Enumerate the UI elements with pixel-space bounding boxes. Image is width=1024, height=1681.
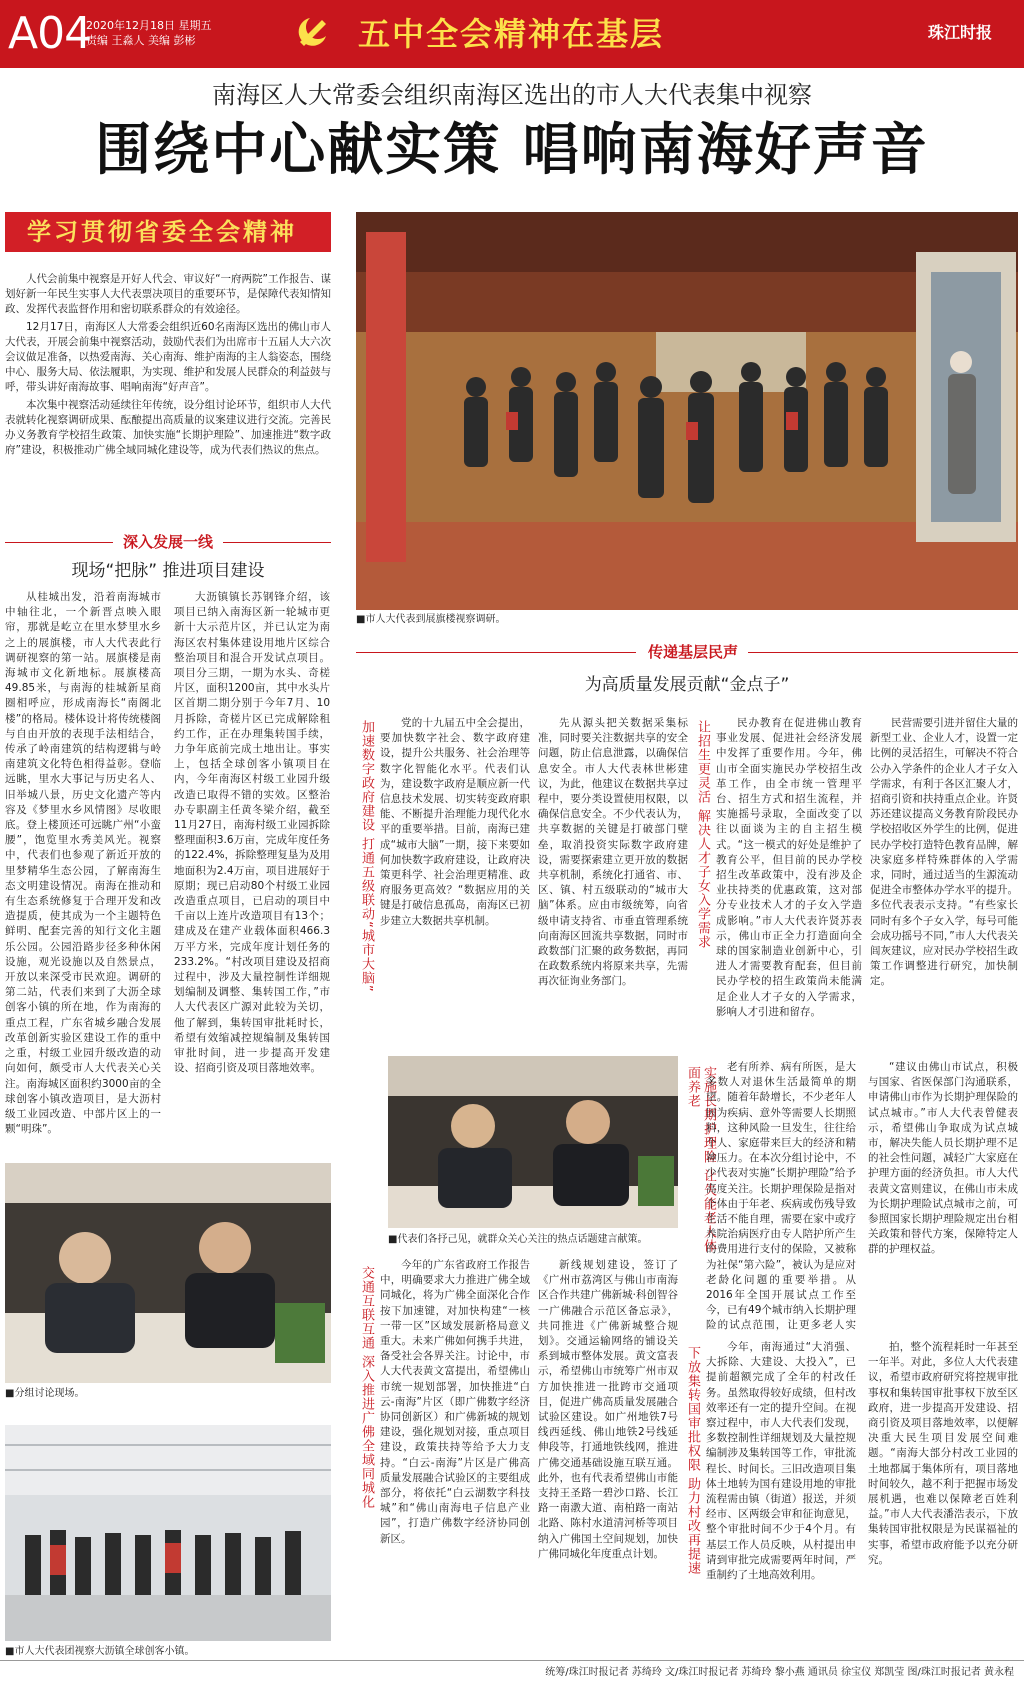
page-number: A04 xyxy=(8,8,92,59)
section-label-voices xyxy=(356,642,1018,662)
vertical-title-enrolment: 让招生更灵活 解决人才子女入学需求 xyxy=(695,720,710,950)
photo-group-discussion xyxy=(5,1163,331,1383)
block-digital-gov-a xyxy=(380,716,530,1050)
photo-maker-town-visit xyxy=(5,1425,331,1641)
block-enrolment-b xyxy=(870,716,1018,1050)
intro-paragraph: 12月17日，南海区人大常委会组织近60名南海区选出的佛山市人大代表，开展会前集中视察活动，鼓励代表们为出席市十五届人大六次会议做足准备，以热爱南海、关心南海、维护南海的主人翁姿态，围绕中心、服务大局、依法履职，为实现、维护和发展人民群众的利益鼓与呼，带头讲好南海故事、唱响南海“好声音”。 xyxy=(5,320,331,394)
photo-delegates-speaking xyxy=(388,1056,678,1228)
section1-column-a xyxy=(5,590,161,1150)
headline: 围绕中心献实策 唱响南海好声音 xyxy=(95,118,929,183)
block-text: 民营需要引进并留住大量的新型工业、企业人才，设置一定比例的灵活招生，可解决不符合公办入学条件的企业人才子女入学需求，有利于各区汇聚人才，招商引资和扶持重点企业。许贤苏还建议提高义务教育阶段民办学校招收区外学生的比例，促进民办学校打造特色教育品牌，解决家庭多样特殊群体的入学需求，同时，通过适当的生源流动促进全市整体办学水平的提升。多位代表表示支持。“有些家长同时有多个子女入学，每号可能会成功摇号不同，”市人大代表关闾灰建议，应对民办学校招生政策工作调整进行研究，加快制定。 xyxy=(870,717,1018,988)
caption-left-mid-photo: ■分组讨论现场。 xyxy=(5,1388,85,1399)
subheadline: 南海区人大常委会组织南海区选出的市人大代表集中视察 xyxy=(212,81,812,109)
block-text: 民办教育在促进佛山教育事业发展、促进社会经济发展中发挥了重要作用。今年，佛山市全面实施民办学校招生改革工作，由全市统一管理平台、招生方式和招生流程，并实施摇号录取，全面改变了以往以面谈为主的自主招生模式。“这一模式的好处是维护了教育公平，但目前的民办学校招生改革政策中，没有涉及企业扶持类的优惠政策，这对部分专业技术人才的子女入学造成影响。”市人大代表许贤苏表示，佛山市正全力打造面向全球的国家制造业创新中心，引进人才需要教育配套，但目前民办学校的招生政策尚未能满足企业人才子女的入学需求，影响人才引进和留存。 xyxy=(716,717,862,1018)
section1-text-b: 大沥镇镇长苏钢锋介绍，该项目已纳入南海区新一轮城市更新十大示范片区，并已认定为南海区农村集体建设用地片区综合整治项目和混合开发试点项目。项目分三期，一期为水头、奇槎片区，面积1200亩，其中水头片区首期二期分别于今年7月、10月拆除，奇槎片区已完成解除租约工作，正在办理集转国手续，力争年底前完成土地出让。事实上，包括全球创客小镇项目在内，今年南海区村级工业园升级改造已取得不错的实效。区整治办专职副主任黄冬梁介绍，截至11月27日，南海村级工业园拆除整理面积3.6万亩，完成年度任务的122.4%，拆除整理复垦为及用地面积为2.4万亩，项目进展好于原期；现已启动80个村级工业园改造重点项目，已启动的项目中千亩以上连片改造项目有13个；建成及在建产业载体面积466.3万平方米，完成年度计划任务的233.2%。“村改项目建设及招商过程中，涉及大量控制性详细规划编制及调整、集转国工作，”市人大代表区广源对此较为关切，他了解到，集转国审批耗时长，希望有效缩减控规编制及集转国审批时间，进一步提高开发建设、招商引资及项目落地效率。 xyxy=(174,591,330,1075)
intro-text xyxy=(5,272,331,460)
caption-left-bottom-photo: ■市人大代表团视察大沥镇全球创客小镇。 xyxy=(5,1646,195,1657)
block-text: “建议由佛山市试点，积极与国家、省医保部门沟通联系，申请佛山市作为长期护理保险的试点城市。”市人大代表曾健表示，希望佛山争取成为试点城市，解决失能人员长期护理不足的社会性问题，减轻广大家庭在护理方面的经济负担。市人大代表黄文富则建议，在佛山市未成为长期护理险试点城市之前，可参照国家长期护理险规定出台相关政策和替代方案，保障特定人群的护理权益。 xyxy=(868,1061,1018,1256)
newspaper-logo: 珠江时报 xyxy=(928,23,993,42)
block-text: 党的十九届五中全会提出，要加快数字社会、数字政府建设，提升公共服务、社会治理等数字化智能化水平。代表们认为，建设数字政府是顺应新一代信息技术发展、切实转变政府职能、不断提升治理能力现代化水平的重要举措。目前，南海已建成“城市大脑”一期，接下来要如何加快数字政府建设，让政府决策更科学、社会治理更精准、政府服务更高效？“数据应用的关键是打破信息孤岛，南海区已初步建立大数据共享机制。 xyxy=(380,717,530,927)
block-text: 今年，南海通过“大消强、大拆除、大建设、大投入”，已提前超额完成了全年的村改任务。虽然取得较好成绩，但村改效率还有一定的提升空间。在视察过程中，市人大代表们发现，多数控制性详细规划及大量控规编制涉及集转国等工作，审批流程长、时间长。三旧改造项目集体土地转为国有建设用地的审批流程需由镇（街道）报送，并须经市、区两级会审和征询意见，整个审批时间不少于4个月。有基层工作人员反映，从村提出申请到审批完成需要两年时间，严重制约了土地高效利用。 xyxy=(706,1341,856,1582)
block-care-b xyxy=(868,1060,1018,1332)
block-enrolment-a xyxy=(716,716,862,1050)
block-text: 今年的广东省政府工作报告中，明确要求大力推进广佛全域同城化，将为广佛全面深化合作按下加速键，对加快构建“一核一带一区”区域发展新格局意义重大。未来广佛如何携手共进，备受社会各界关注。讨论中，市人大代表黄文富提出，希望佛山市统一规划部署，加快推进“白云-南海”片区（即广佛数字经济协同创新区）和广佛新城的规划建设，强化规划对接，重点项目建设，政策扶持等给予大力支持。“白云-南海”片区是广佛高质量发展融合试验区的主要组成部分，将依托“白云湖数字科技城”和“佛山南海电子信息产业园”，打造广佛数字经济协同创新区。 xyxy=(380,1259,530,1545)
intro-paragraph: 本次集中视察活动延续往年传统，设分组讨论环节，组织市人大代表就转化视察调研成果、酝酿提出高质量的议案建议进行交流。完善民办义务教育学校招生政策、加快实施“长期护理险”、加速推进“数字政府”建设，积极推动广佛全域同城化建设等，成为代表们热议的焦点。 xyxy=(5,398,331,457)
topic-banner-text: 学习贯彻省委全会精神 xyxy=(27,218,297,246)
block-transport-a xyxy=(380,1258,530,1656)
block-text: 拍，整个流程耗时一年甚至一年半。对此，多位人大代表建议，希望市政府研究将控规审批事权和集转国审批事权下放至区政府，进一步提高开发建设、招商引资及项目落地效率，以便解决重大民生项目发展空间难题。“南海大部分村改工业园的土地都属于集体所有，项目落地时间较久，越不利于把握市场发展机遇，也难以保障老百姓利益。”市人大代表潘浩表示，下放集转国审批权限是为民谋福祉的实事，希望市政府能予以充分研究。 xyxy=(868,1341,1018,1566)
block-text: 老有所养、病有所医，是大多数人对退休生活最简单的期望。随着年龄增长，不少老年人因为疾病、意外等需要人长期照料，这种风险一旦发生，往往给个人、家庭带来巨大的经济和精神压力。在本次分组讨论中，不少代表对实施“长期护理险”给予高度关注。长期护理保险是指对个体由于年老、疾病或伤残导致生活不能自理，需要在家中或疗养院治病医疗由专人陪护所产生的费用进行支付的保险，又被称为社保“第六险”，被认为是应对老龄化问题的重要举措。从2016年全国开展试点工作至今，已有49个城市纳入长期护理险的试点范围，让更多老人实 xyxy=(706,1061,856,1332)
caption-top-photo: ■市人大代表到展旗楼视察调研。 xyxy=(356,614,506,625)
block-digital-gov-b xyxy=(538,716,688,1050)
date-text: 2020年12月18日 星期五 xyxy=(86,19,212,32)
caption-mid-photo: ■代表们各抒己见，就群众关心关注的热点话题建言献策。 xyxy=(388,1234,648,1245)
party-emblem-icon xyxy=(292,12,332,52)
section-label-text: 深入发展一线 xyxy=(123,533,214,551)
section1-column-b xyxy=(174,590,330,1150)
block-text: 新线规划建设，签订了《广州市荔湾区与佛山市南海区合作共建广佛新城·科创智谷一广佛融合示范区备忘录》，共同推进《广佛新城整合规划》。交通运输网络的铺设关系到城市整体发展。黄文富表示，希望佛山市统筹广州市双方加快推进一批跨市交通项目，促进广佛高质量发展融合试验区建设。如广州地铁7号线西延线、佛山地铁2号线延伸段等，打通地铁线网，推进广佛交通基础设施互联互通。此外，也有代表希望佛山市能支持王圣路一碧沙口路、长江路一南漖大道、南柏路一南站北路、陈村水道清河桥等项目纳入广佛国土空间规划，加快广佛同城化年度重点计划。 xyxy=(538,1259,678,1560)
intro-paragraph: 人代会前集中视察是开好人代会、审议好“一府两院”工作报告、谋划好新一年民生实事人大代表票决项目的重要环节，是保障代表知情知政、发挥代表监督作用和密切联系群众的有效途径。 xyxy=(5,273,331,316)
byline: 统筹/珠江时报记者 苏绮玲 文/珠江时报记者 苏绮玲 黎小燕 通讯员 徐宝仪 郑凯莹 图/珠江时报记者 黄永程 xyxy=(545,1667,1014,1678)
photo-gallery-visit xyxy=(356,212,1018,610)
vertical-title-care-insurance: 实施长期护理险 让失能老人体面养老 xyxy=(685,1066,716,1254)
vertical-title-transport: 交通互联互通 深入推进广佛全域同城化 xyxy=(359,1266,374,1510)
issue-date xyxy=(86,18,212,48)
vertical-title-digital-gov: 加速数字政府建设 打通五级联动“城市大脑” xyxy=(359,720,374,993)
section1-text-a: 从桂城出发，沿着南海城市中轴往北，一个新晋点映入眼帘，那就是屹立在里水梦里水乡之上的展旗楼，市人大代表此行调研视察的第一站。展旗楼是南海城市文化新地标。展旗楼高49.85米，与南海的桂城新星商圈相呼应，形成南海长“南阁北楼”的格局。楼体设计将传统楼阁与自由开放的表现手法相结合，传承了岭南建筑的结构逻辑与岭南建筑文化特色相得益彰。登临远眺，里水大事记与历史名人、旧举城八景，历史文化遗产等内容及《梦里水乡风情图》尽收眼底。登上楼顶还可远眺广州“小蛮腰”，饱览里水秀美风光。视察中，代表们也参观了新近开放的里梦精华生态公园，了解南海生态文明建设情况。南海在推动和有生态系统修复于合理开发和改造提质，使其成为一个主题特色鲜明、配套完善的知行文化主题乐公园。公园沿路步径多种休闲设施，观光设施以及自然景点，开放以来深受市民欢迎。调研的第二站，代表们来到了大沥全球创客小镇的所在地，作为南海的重点工程，广东省城乡融合发展改革创新实验区建设工作的重中之重，村级工业园升级改造的动向如何，颇受市人大代表关心关注。南海城区面积约3000亩的全球创客小镇改造项目，是大沥村级工业园改造、中部片区上的一颗“明珠”。 xyxy=(5,591,161,1136)
editors-text: 责编 王淼人 美编 彭彬 xyxy=(86,34,196,47)
vertical-title-approval: 下放集转国审批权限 助力村改再提速 xyxy=(685,1346,700,1576)
section-label-frontline xyxy=(5,532,331,552)
block-transport-b xyxy=(538,1258,678,1656)
section-label-text: 传递基层民声 xyxy=(648,643,739,661)
block-approval-b xyxy=(868,1340,1018,1656)
block-care-a xyxy=(706,1060,856,1332)
block-text: 先从源头把关数据采集标准，同时要关注数据共享的安全问题，防止信息泄露，以确保信息安全。市人大代表林世彬建议，为此，他建议在数据共享过程中，要分类设置使用权限，以确保信息安全。不少代表认为，共享数据的关键是打破部门壁垒，取消投资实际数字政府建设，需要探索建立更开放的数据共享机制，系统化打通省、市、区、镇、村五级联动的“城市大脑”体系。应由市级统筹，向省级申请支持省、市垂直管理系统向南海区回流共享数据，同时市政数部门汇聚的政务数据，再同在政数系统内将原来共享，先需再次征询业务部门。 xyxy=(538,717,688,988)
section2-title: 为高质量发展贡献“金点子” xyxy=(584,675,790,695)
section-title: 五中全会精神在基层 xyxy=(358,15,665,53)
block-approval-a xyxy=(706,1340,856,1656)
topic-banner xyxy=(5,212,331,252)
section1-title: 现场“把脉” 推进项目建设 xyxy=(71,561,265,581)
footer-rule xyxy=(0,1660,1024,1661)
